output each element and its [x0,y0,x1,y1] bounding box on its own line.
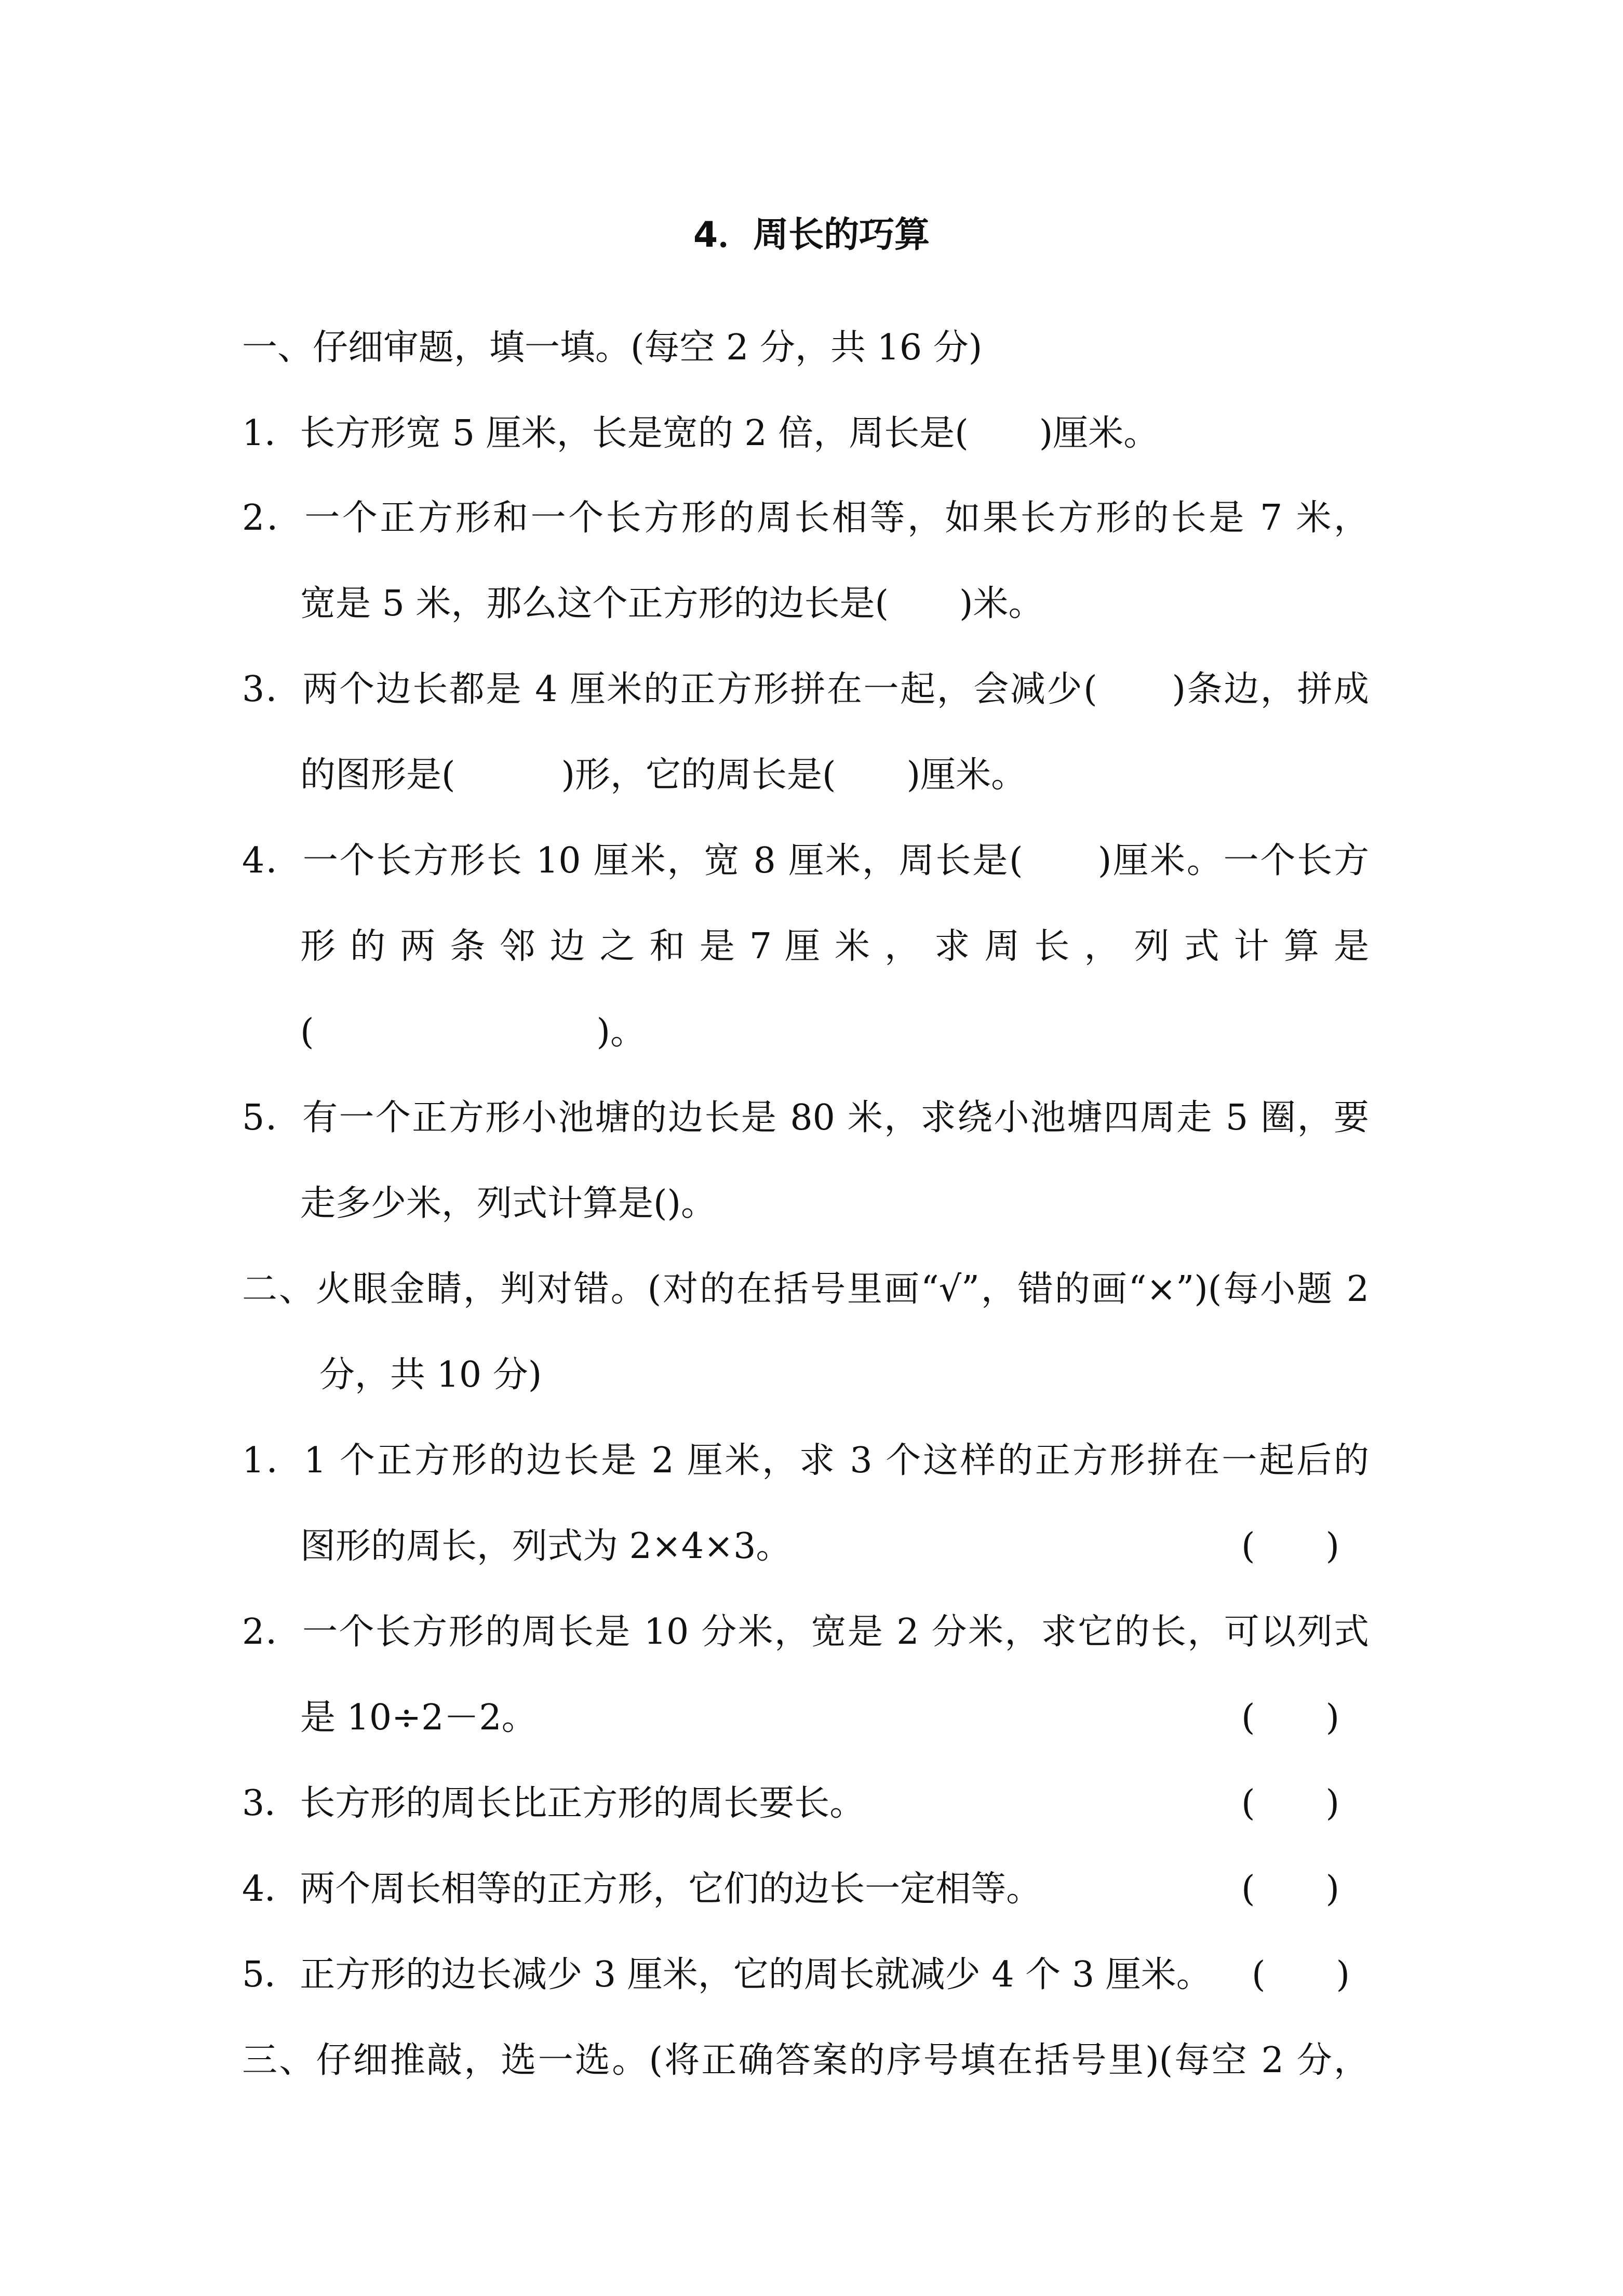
s1-question-1: 1．长方形宽 5 厘米，长是宽的 2 倍，周长是( )厘米。 [242,413,1159,454]
section-3-heading: 三、仔细推敲，选一选。(将正确答案的序号填在括号里)(每空 2 分， [242,2040,1369,2081]
s1-question-3-line-1: 3．两个边长都是 4 厘米的正方形拼在一起，会减少( )条边，拼成 [242,669,1369,710]
s1-question-4-line-2: 形 的 两 条 邻 边 之 和 是 7 厘 米 ， 求 周 长 ， 列 式 计 算 是 [300,926,1369,967]
s2-answer-bracket-1[interactable]: ( ) [1241,1526,1340,1567]
s2-question-1-line-2: 图形的周长，列式为 2×4×3。 [300,1526,792,1567]
s1-question-5-line-2: 走多少米，列式计算是()。 [300,1183,717,1224]
s1-question-4-line-1: 4．一个长方形长 10 厘米，宽 8 厘米，周长是( )厘米。一个长方 [242,840,1369,881]
s2-question-2-line-1: 2．一个长方形的周长是 10 分米，宽是 2 分米，求它的长，可以列式 [242,1612,1369,1653]
s2-answer-bracket-4[interactable]: ( ) [1241,1869,1340,1910]
s2-question-5: 5．正方形的边长减少 3 厘米，它的周长就减少 4 个 3 厘米。 [242,1954,1212,1995]
section-1-heading: 一、仔细审题，填一填。(每空 2 分，共 16 分) [242,327,983,368]
s1-question-3-line-2: 的图形是( )形，它的周长是( )厘米。 [300,755,1027,796]
s1-question-4-line-3: ( )。 [300,1012,646,1053]
section-2-heading-line-2: 分，共 10 分) [319,1354,542,1395]
s1-question-5-line-1: 5．有一个正方形小池塘的边长是 80 米，求绕小池塘四周走 5 圈，要 [242,1097,1369,1138]
s1-question-2-line-2: 宽是 5 米，那么这个正方形的边长是( )米。 [300,583,1044,624]
s2-answer-bracket-2[interactable]: ( ) [1241,1697,1340,1738]
s2-question-1-line-1: 1．1 个正方形的边长是 2 厘米，求 3 个这样的正方形拼在一起后的 [242,1440,1369,1481]
page-title: 4．周长的巧算 [693,214,930,256]
s1-question-2-line-1: 2．一个正方形和一个长方形的周长相等，如果长方形的长是 7 米， [242,498,1369,539]
s2-answer-bracket-5[interactable]: ( ) [1252,1954,1350,1995]
section-2-heading-line-1: 二、火眼金睛，判对错。(对的在括号里画“√”，错的画“×”)(每小题 2 [242,1269,1369,1310]
s2-question-4: 4．两个周长相等的正方形，它们的边长一定相等。 [242,1869,1042,1910]
s2-answer-bracket-3[interactable]: ( ) [1241,1783,1340,1824]
s2-question-2-line-2: 是 10÷2－2。 [300,1697,537,1738]
s2-question-3: 3．长方形的周长比正方形的周长要长。 [242,1783,865,1824]
